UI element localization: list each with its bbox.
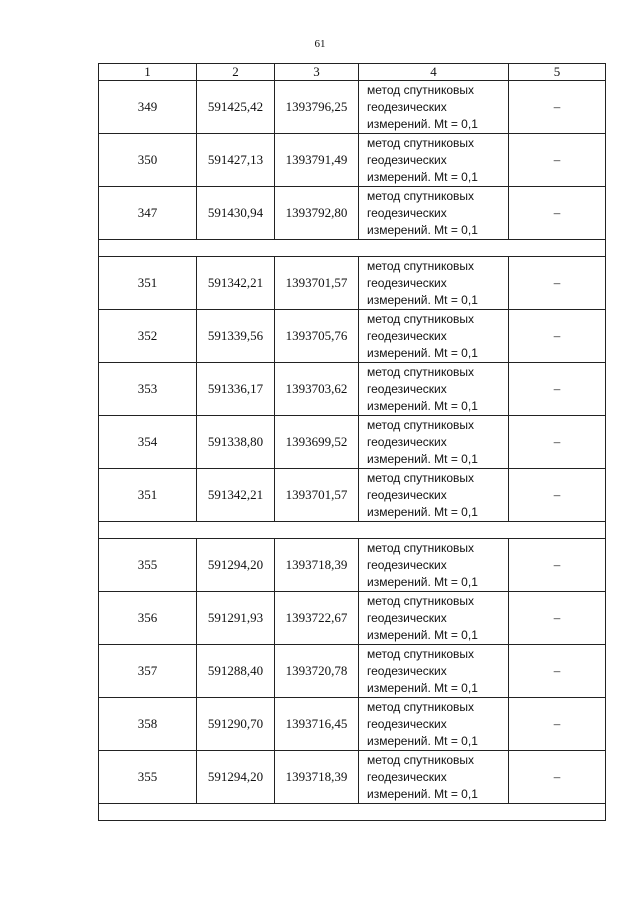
method-text-line: измерений. Mt = 0,1 (367, 398, 478, 413)
point-number-cell: 353 (99, 363, 197, 416)
group-separator-row (99, 240, 606, 257)
header-cell: 1 (99, 64, 197, 81)
header-cell: 4 (359, 64, 509, 81)
method-text-line: измерений. Mt = 0,1 (367, 504, 478, 519)
method-text-line: геодезических (367, 381, 447, 396)
y-coordinate-cell: 1393722,67 (275, 592, 359, 645)
method-text-line: метод спутниковых (367, 699, 475, 714)
method-cell (359, 539, 509, 592)
table-row (99, 81, 606, 134)
method-cell (359, 363, 509, 416)
method-cell (359, 134, 509, 187)
method-text-line: измерений. Mt = 0,1 (367, 451, 478, 466)
method-text-line: геодезических (367, 434, 447, 449)
y-coordinate-cell: 1393718,39 (275, 751, 359, 804)
column-5-cell: – (509, 539, 606, 592)
method-text-line: геодезических (367, 663, 447, 678)
method-text-line: измерений. Mt = 0,1 (367, 292, 478, 307)
table-row (99, 592, 606, 645)
column-5-cell: – (509, 645, 606, 698)
separator-cell (99, 804, 606, 821)
method-text-line: геодезических (367, 769, 447, 784)
method-cell (359, 592, 509, 645)
point-number-cell: 347 (99, 187, 197, 240)
x-coordinate-cell: 591290,70 (197, 698, 275, 751)
table-row (99, 310, 606, 363)
method-text-line: метод спутниковых (367, 540, 475, 555)
method-text-line: метод спутниковых (367, 258, 475, 273)
method-text-line: измерений. Mt = 0,1 (367, 680, 478, 695)
table-row (99, 469, 606, 522)
method-text-line: геодезических (367, 205, 447, 220)
method-text-line: измерений. Mt = 0,1 (367, 222, 478, 237)
x-coordinate-cell: 591339,56 (197, 310, 275, 363)
method-text-line: метод спутниковых (367, 593, 475, 608)
method-text-line: измерений. Mt = 0,1 (367, 345, 478, 360)
point-number-cell: 355 (99, 539, 197, 592)
method-cell (359, 257, 509, 310)
y-coordinate-cell: 1393720,78 (275, 645, 359, 698)
header-cell: 3 (275, 64, 359, 81)
method-text-line: измерений. Mt = 0,1 (367, 574, 478, 589)
method-cell (359, 698, 509, 751)
y-coordinate-cell: 1393718,39 (275, 539, 359, 592)
column-5-cell: – (509, 257, 606, 310)
point-number-cell: 358 (99, 698, 197, 751)
method-text-line: метод спутниковых (367, 470, 475, 485)
table-row (99, 134, 606, 187)
x-coordinate-cell: 591291,93 (197, 592, 275, 645)
method-text-line: измерений. Mt = 0,1 (367, 169, 478, 184)
x-coordinate-cell: 591427,13 (197, 134, 275, 187)
x-coordinate-cell: 591430,94 (197, 187, 275, 240)
group-separator-row (99, 522, 606, 539)
x-coordinate-cell: 591342,21 (197, 257, 275, 310)
method-text-line: метод спутниковых (367, 364, 475, 379)
method-text-line: метод спутниковых (367, 188, 475, 203)
column-5-cell: – (509, 751, 606, 804)
method-text-line: геодезических (367, 716, 447, 731)
column-5-cell: – (509, 187, 606, 240)
method-text-line: геодезических (367, 328, 447, 343)
x-coordinate-cell: 591425,42 (197, 81, 275, 134)
table-row (99, 698, 606, 751)
x-coordinate-cell: 591342,21 (197, 469, 275, 522)
x-coordinate-cell: 591288,40 (197, 645, 275, 698)
separator-cell (99, 522, 606, 539)
table-row (99, 751, 606, 804)
column-5-cell: – (509, 416, 606, 469)
method-text-line: геодезических (367, 152, 447, 167)
table-row (99, 416, 606, 469)
method-text-line: метод спутниковых (367, 646, 475, 661)
separator-cell (99, 240, 606, 257)
coordinates-table (98, 63, 606, 821)
header-cell: 5 (509, 64, 606, 81)
y-coordinate-cell: 1393703,62 (275, 363, 359, 416)
y-coordinate-cell: 1393699,52 (275, 416, 359, 469)
group-separator-row (99, 804, 606, 821)
x-coordinate-cell: 591294,20 (197, 751, 275, 804)
method-cell (359, 416, 509, 469)
method-text-line: измерений. Mt = 0,1 (367, 627, 478, 642)
y-coordinate-cell: 1393716,45 (275, 698, 359, 751)
column-5-cell: – (509, 81, 606, 134)
x-coordinate-cell: 591338,80 (197, 416, 275, 469)
y-coordinate-cell: 1393705,76 (275, 310, 359, 363)
y-coordinate-cell: 1393792,80 (275, 187, 359, 240)
column-5-cell: – (509, 363, 606, 416)
method-cell (359, 187, 509, 240)
column-5-cell: – (509, 310, 606, 363)
method-text-line: метод спутниковых (367, 417, 475, 432)
method-text-line: измерений. Mt = 0,1 (367, 733, 478, 748)
header-cell: 2 (197, 64, 275, 81)
method-text-line: метод спутниковых (367, 311, 475, 326)
method-cell (359, 751, 509, 804)
method-text-line: измерений. Mt = 0,1 (367, 786, 478, 801)
method-cell (359, 310, 509, 363)
method-text-line: геодезических (367, 557, 447, 572)
point-number-cell: 354 (99, 416, 197, 469)
y-coordinate-cell: 1393701,57 (275, 469, 359, 522)
method-text-line: геодезических (367, 99, 447, 114)
page-number: 61 (314, 38, 326, 50)
column-5-cell: – (509, 698, 606, 751)
table-row (99, 363, 606, 416)
point-number-cell: 355 (99, 751, 197, 804)
table-row (99, 539, 606, 592)
table-row (99, 187, 606, 240)
y-coordinate-cell: 1393796,25 (275, 81, 359, 134)
point-number-cell: 349 (99, 81, 197, 134)
method-text-line: метод спутниковых (367, 752, 475, 767)
point-number-cell: 352 (99, 310, 197, 363)
point-number-cell: 357 (99, 645, 197, 698)
column-5-cell: – (509, 592, 606, 645)
column-5-cell: – (509, 134, 606, 187)
method-text-line: геодезических (367, 487, 447, 502)
point-number-cell: 350 (99, 134, 197, 187)
method-text-line: геодезических (367, 610, 447, 625)
table-row (99, 257, 606, 310)
method-cell (359, 469, 509, 522)
point-number-cell: 351 (99, 257, 197, 310)
method-text-line: измерений. Mt = 0,1 (367, 116, 478, 131)
x-coordinate-cell: 591294,20 (197, 539, 275, 592)
method-cell (359, 81, 509, 134)
y-coordinate-cell: 1393791,49 (275, 134, 359, 187)
point-number-cell: 356 (99, 592, 197, 645)
method-text-line: метод спутниковых (367, 135, 475, 150)
y-coordinate-cell: 1393701,57 (275, 257, 359, 310)
table-header-row (99, 64, 606, 81)
column-5-cell: – (509, 469, 606, 522)
method-text-line: геодезических (367, 275, 447, 290)
x-coordinate-cell: 591336,17 (197, 363, 275, 416)
method-cell (359, 645, 509, 698)
method-text-line: метод спутниковых (367, 82, 475, 97)
point-number-cell: 351 (99, 469, 197, 522)
table-row (99, 645, 606, 698)
